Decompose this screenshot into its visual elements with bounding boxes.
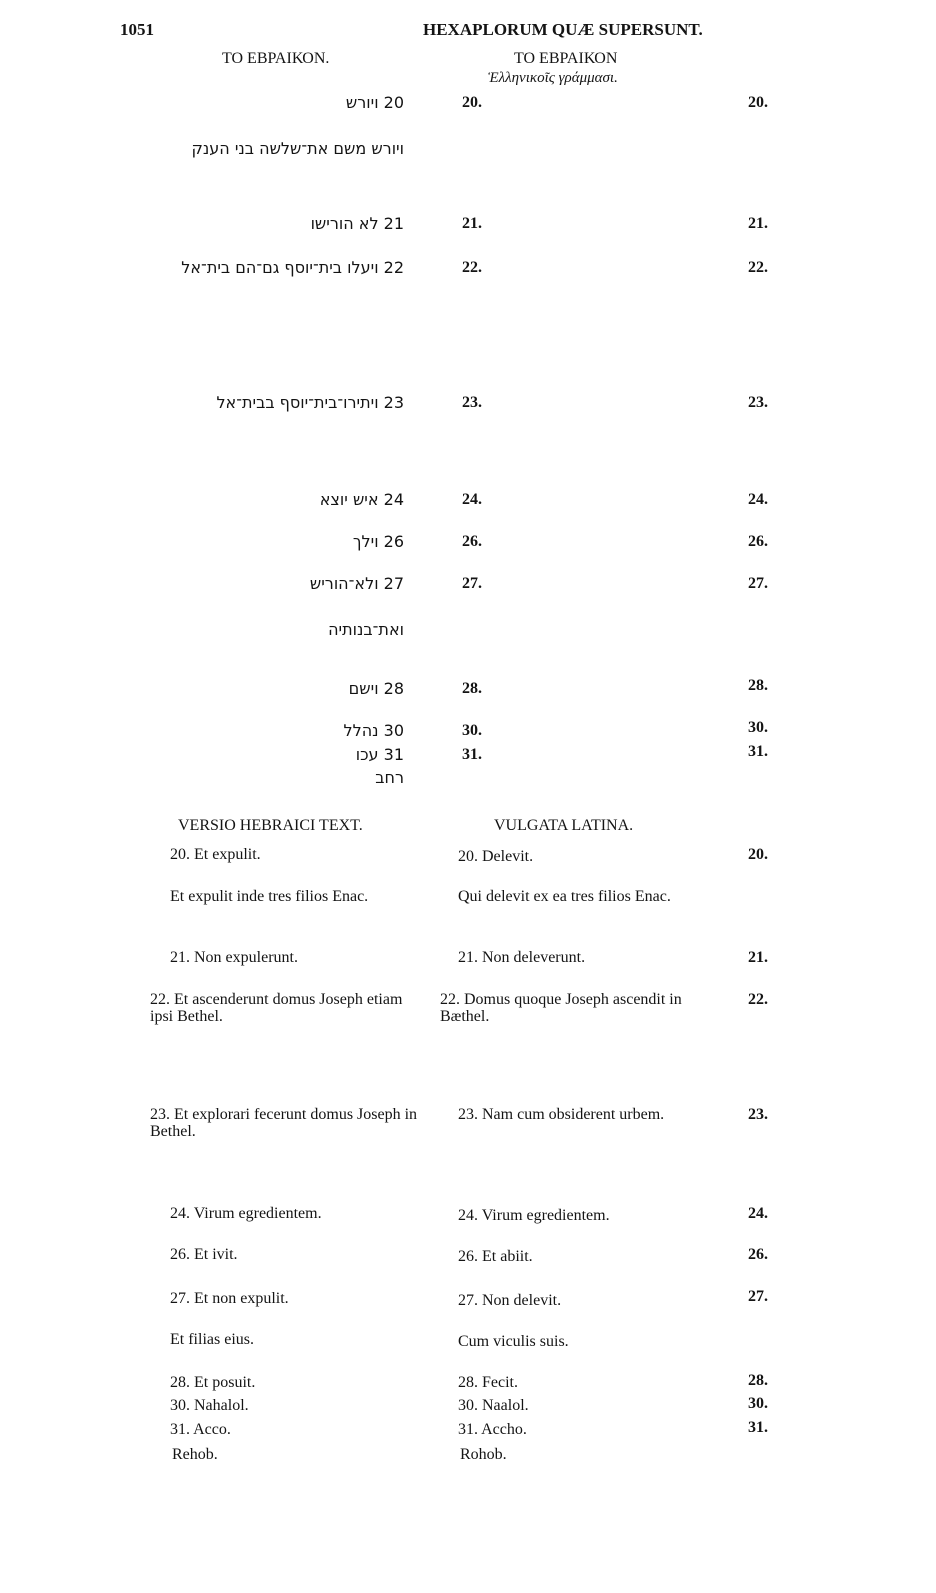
verse-number: 21. <box>462 215 482 232</box>
verse-number: 26. <box>462 533 482 550</box>
verse-number: 20. <box>462 94 482 111</box>
verse-number: 31. <box>462 746 482 763</box>
vulgate-line: 23. Nam cum obsiderent urbem. <box>458 1106 665 1123</box>
version-line: Et expulit inde tres filios Enac. <box>170 888 369 905</box>
verse-number-right: 30. <box>748 1395 768 1412</box>
verse-number-right: 31. <box>748 743 768 760</box>
verse-number-right: 26. <box>748 1246 768 1263</box>
hebrew-line: 28 וישם <box>348 679 404 698</box>
version-line: 28. Et posuit. <box>170 1374 256 1391</box>
hebrew-line: 31 עכו <box>355 745 404 764</box>
version-line: 20. Et expulit. <box>170 846 261 863</box>
vulgate-line: Rohob. <box>460 1446 507 1463</box>
version-line: 30. Nahalol. <box>170 1397 249 1414</box>
vulgate-line: 24. Virum egredientem. <box>458 1207 610 1224</box>
verse-number: 27. <box>462 575 482 592</box>
running-title: HEXAPLORUM QUÆ SUPERSUNT. <box>423 20 703 39</box>
verse-number-right: 20. <box>748 94 768 111</box>
verse-number-right: 28. <box>748 1372 768 1389</box>
vulgate-line: Qui delevit ex ea tres filios Enac. <box>458 888 671 905</box>
verse-number-right: 27. <box>748 1288 768 1305</box>
version-line: 23. Et explorari fecerunt domus Joseph in Bethel. <box>150 1106 418 1140</box>
verse-number-right: 24. <box>748 491 768 508</box>
verse-number-right: 26. <box>748 533 768 550</box>
verse-number: 22. <box>462 259 482 276</box>
vulgate-line: Cum viculis suis. <box>458 1333 569 1350</box>
vulgate-line: 21. Non deleverunt. <box>458 949 586 966</box>
hebrew-line: 27 ולא־הוריש <box>309 574 404 593</box>
vulgate-column-heading: VULGATA LATINA. <box>494 817 634 834</box>
hebrew-line: 30 נהלל <box>343 721 404 740</box>
version-line: Rehob. <box>172 1446 218 1463</box>
verse-number: 28. <box>462 680 482 697</box>
vulgate-line: 31. Accho. <box>458 1421 527 1438</box>
verse-number-right: 20. <box>748 846 768 863</box>
hebrew-line: ואת־בנותיה <box>328 620 404 639</box>
hebrew-line: 26 וילך <box>352 532 404 551</box>
page-number: 1051 <box>120 20 154 39</box>
vulgate-line: 22. Domus quoque Joseph ascendit in Bæthel. <box>440 991 682 1025</box>
version-line: 24. Virum egredientem. <box>170 1205 322 1222</box>
hebrew-line: ויורש משם את־שלשה בני הענק <box>191 139 404 158</box>
hebrew-line: 24 איש יוצא <box>319 490 404 509</box>
verse-number-right: 24. <box>748 1205 768 1222</box>
hebrew-column-heading: ΤΟ ΕΒΡΑΙΚΟΝ. <box>222 50 330 67</box>
hebrew-line: 23 ויתירו־בית־יוסף בבית־אל <box>216 393 404 412</box>
verse-number: 24. <box>462 491 482 508</box>
version-line: 22. Et ascenderunt domus Joseph etiam ipsi Bethel. <box>150 991 403 1025</box>
verse-number-right: 22. <box>748 259 768 276</box>
vulgate-line: 26. Et abiit. <box>458 1248 533 1265</box>
greek-column-heading: ΤΟ ΕΒΡΑΙΚΟΝ <box>514 50 618 67</box>
verse-number: 23. <box>462 394 482 411</box>
verse-number-right: 28. <box>748 677 768 694</box>
hebrew-line: 20 ויורש <box>345 93 404 112</box>
hebrew-line: 22 ויעלו בית־יוסף גם־הם בית־אל <box>181 258 404 277</box>
verse-number-right: 30. <box>748 719 768 736</box>
hebrew-line: 21 לא הורישו <box>310 214 404 233</box>
vulgate-line: 20. Delevit. <box>458 848 534 865</box>
vulgate-line: 28. Fecit. <box>458 1374 518 1391</box>
greek-column-subheading: Ἑλληνικοῖς γράμμασι. <box>488 70 618 86</box>
version-line: Et filias eius. <box>170 1331 254 1348</box>
verse-number-right: 21. <box>748 949 768 966</box>
version-line: 21. Non expulerunt. <box>170 949 298 966</box>
vulgate-line: 27. Non delevit. <box>458 1292 562 1309</box>
version-line: 31. Acco. <box>170 1421 231 1438</box>
hebrew-line: רחב <box>375 768 404 787</box>
verse-number-right: 23. <box>748 394 768 411</box>
verse-number-right: 31. <box>748 1419 768 1436</box>
version-column-heading: VERSIO HEBRAICI TEXT. <box>178 817 363 834</box>
vulgate-line: 30. Naalol. <box>458 1397 529 1414</box>
verse-number-right: 22. <box>748 991 768 1008</box>
version-line: 27. Et non expulit. <box>170 1290 289 1307</box>
verse-number-right: 21. <box>748 215 768 232</box>
version-line: 26. Et ivit. <box>170 1246 238 1263</box>
verse-number: 30. <box>462 722 482 739</box>
verse-number-right: 27. <box>748 575 768 592</box>
verse-number-right: 23. <box>748 1106 768 1123</box>
